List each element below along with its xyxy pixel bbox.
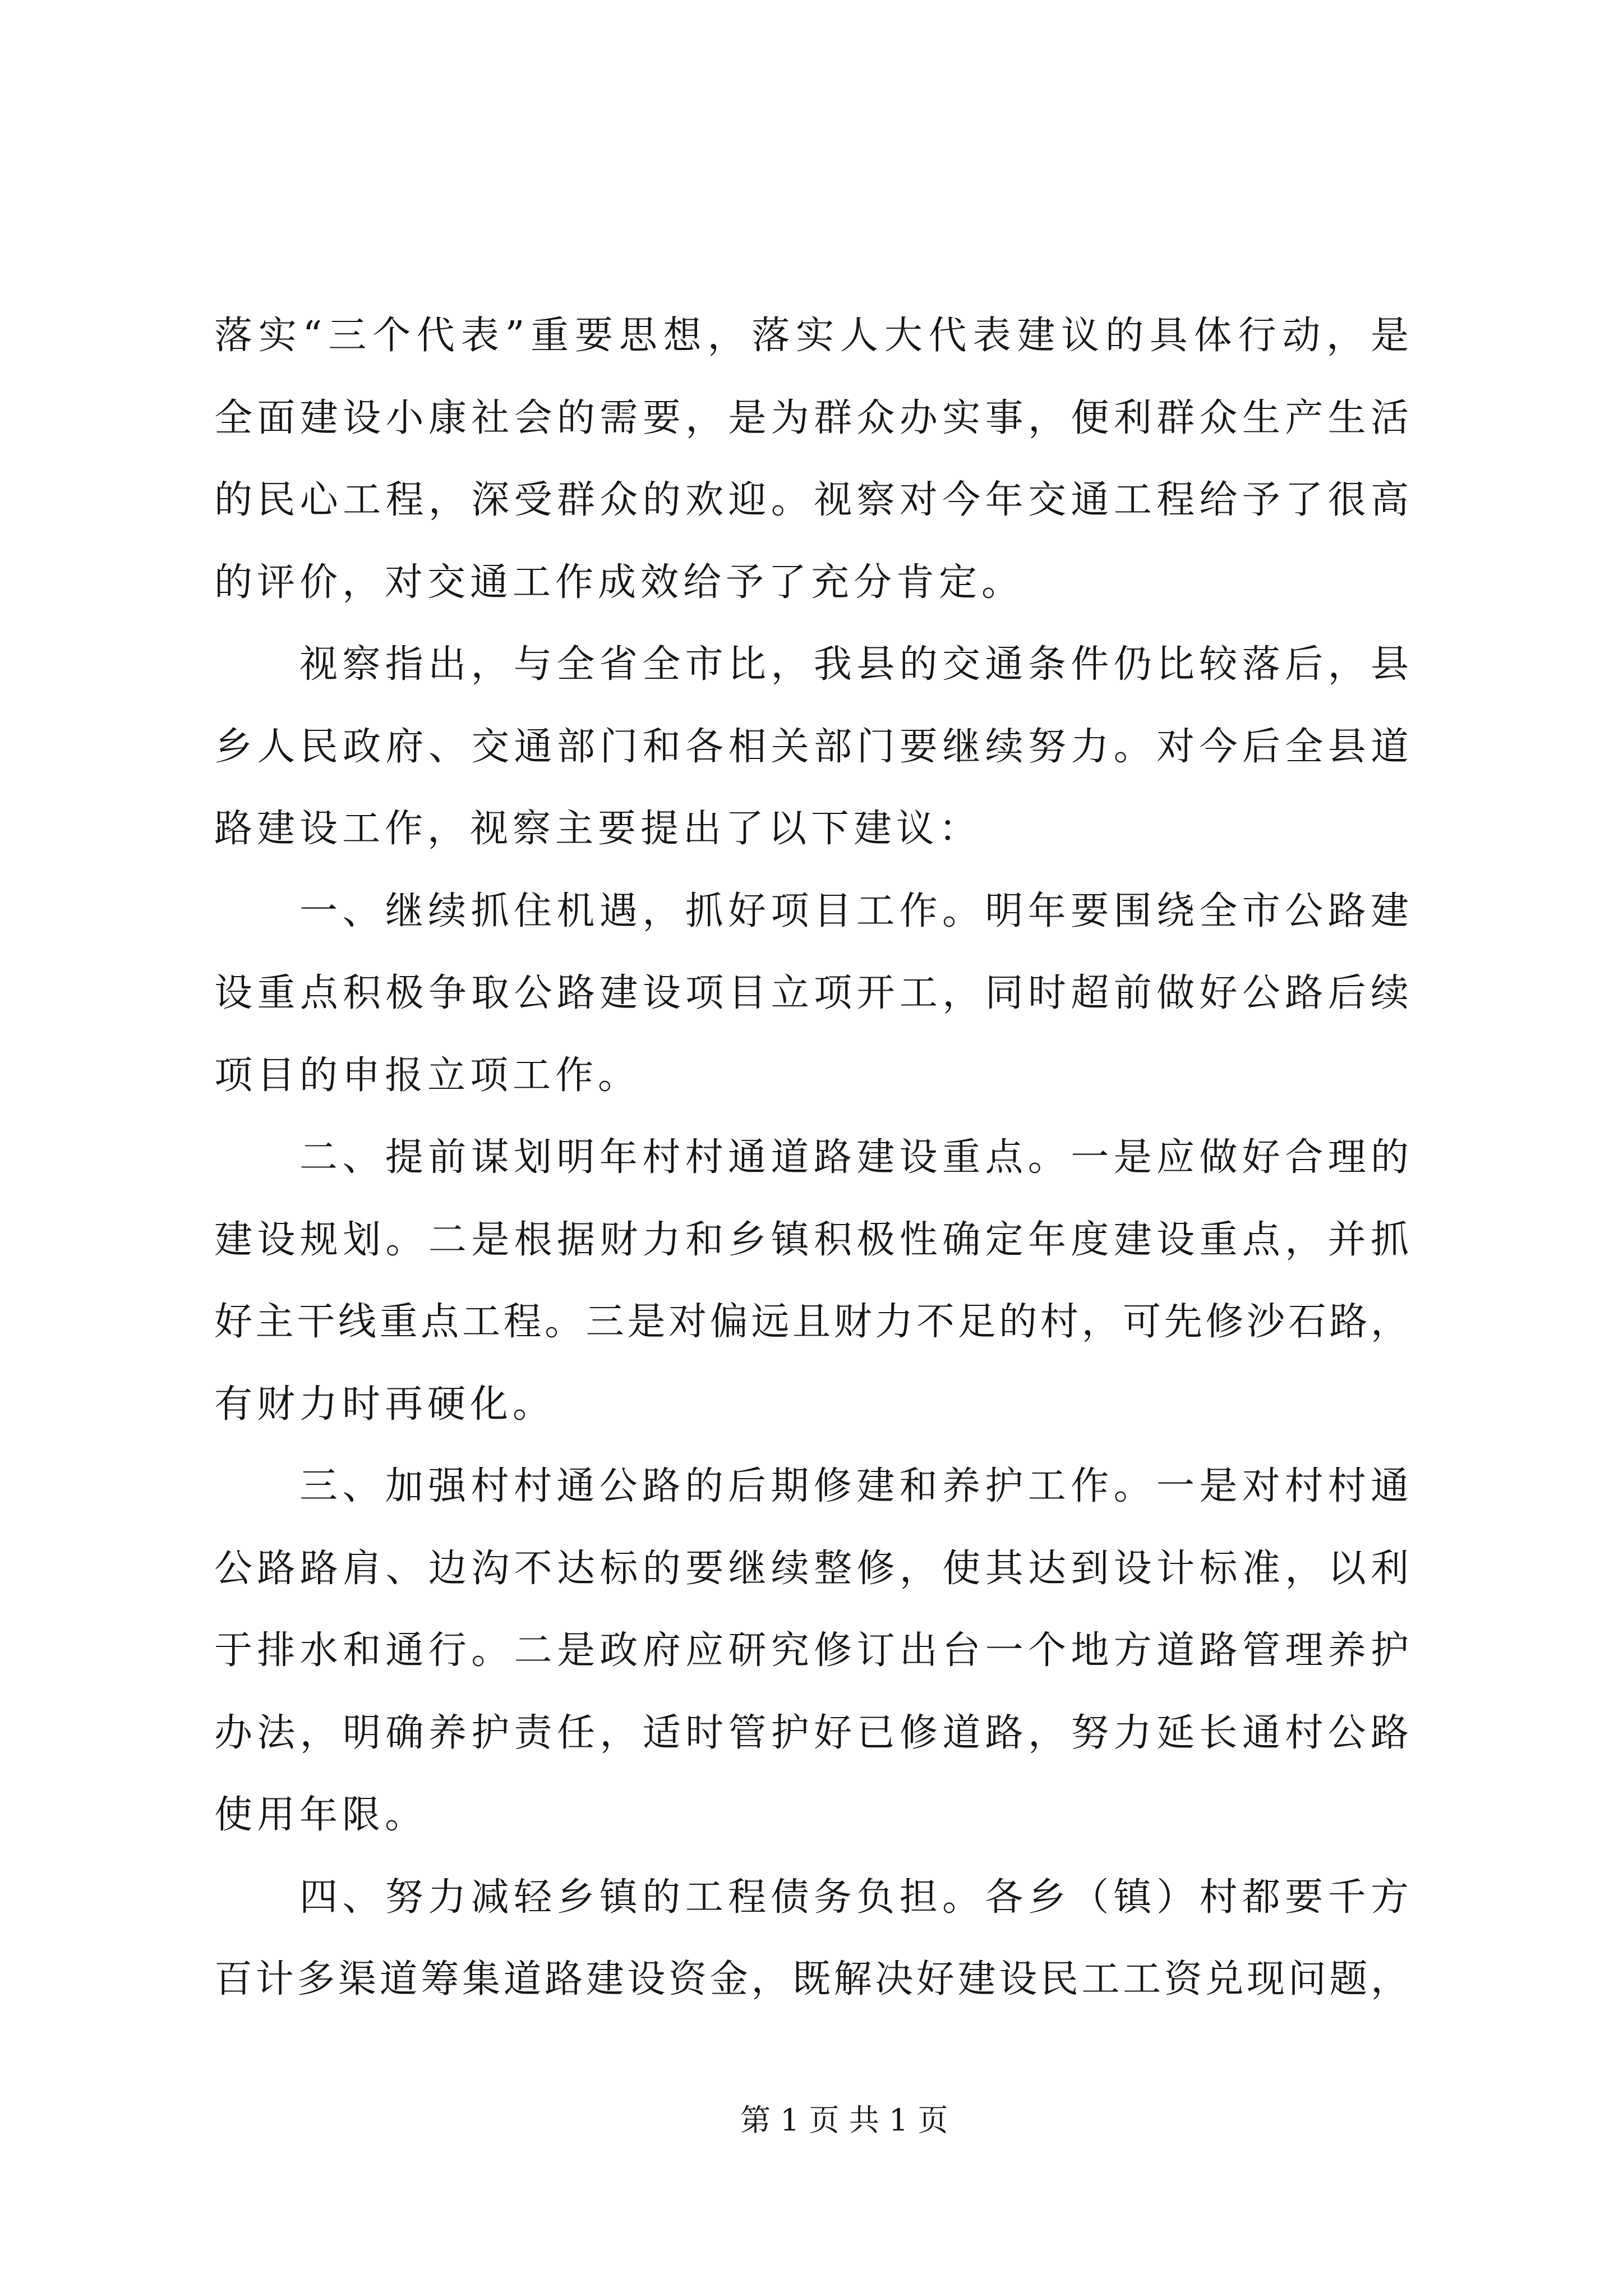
paragraph [214,624,1409,871]
paragraph [214,295,1409,624]
text-line: 好主干线重点工程。三是对偏远且财力不足的村，可先修沙石路， [214,1300,1409,1344]
text-line: 设重点积极争取公路建设项目立项开工，同时超前做好公路后续 [214,971,1409,1015]
text-line: 的评价，对交通工作成效给予了充分肯定。 [214,560,1025,605]
document-body [214,295,1409,2021]
text-line: 的民心工程，深受群众的欢迎。视察对今年交通工程给予了很高 [214,478,1409,522]
text-line: 于排水和通行。二是政府应研究修订出台一个地方道路管理养护 [214,1628,1409,1673]
paragraph [214,1446,1409,1857]
text-line: 乡人民政府、交通部门和各相关部门要继续努力。对今后全县道 [214,724,1409,769]
text-line: 一、继续抓住机遇，抓好项目工作。明年要围绕全市公路建 [299,889,1409,933]
paragraph [214,871,1409,1117]
text-line: 路建设工作，视察主要提出了以下建议： [214,807,982,851]
text-line: 建设规划。二是根据财力和乡镇积极性确定年度建设重点，并抓 [214,1217,1409,1262]
paragraph [214,1117,1409,1446]
text-line: 项目的申报立项工作。 [214,1053,641,1098]
text-line: 四、努力减轻乡镇的工程债务负担。各乡（镇）村都要千方 [299,1875,1409,1920]
text-line: 百计多渠道筹集道路建设资金，既解决好建设民工工资兑现问题， [214,1957,1409,2001]
paragraph [214,1857,1409,2021]
page-footer: 第 1 页 共 1 页 [740,2102,948,2138]
text-line: 落实“三个代表”重要思想，落实人大代表建议的具体行动，是 [214,314,1409,358]
text-line: 三、加强村村通公路的后期修建和养护工作。一是对村村通 [299,1464,1409,1508]
text-line: 二、提前谋划明年村村通道路建设重点。一是应做好合理的 [299,1135,1409,1180]
text-line: 视察指出，与全省全市比，我县的交通条件仍比较落后，县 [299,642,1409,687]
text-line: 公路路肩、边沟不达标的要继续整修，使其达到设计标准，以利 [214,1546,1409,1591]
text-line: 有财力时再硬化。 [214,1382,556,1427]
text-line: 办法，明确养护责任，适时管护好已修道路，努力延长通村公路 [214,1710,1409,1755]
text-line: 全面建设小康社会的需要，是为群众办实事，便利群众生产生活 [214,395,1409,440]
text-line: 使用年限。 [214,1793,428,1837]
